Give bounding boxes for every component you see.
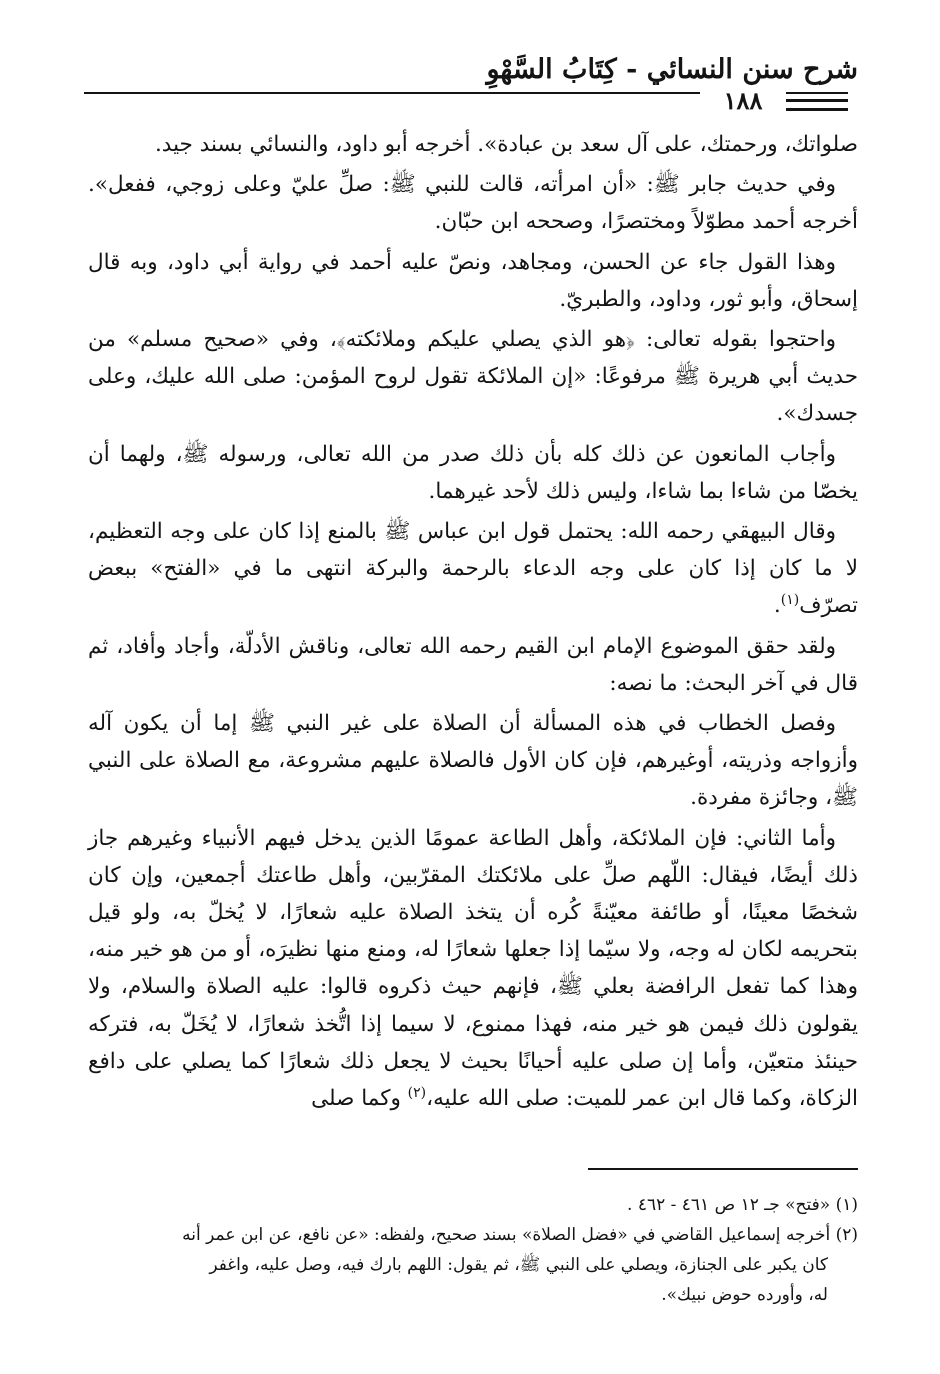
footnote-2-continued: كان يكبر على الجنازة، ويصلي على النبي ﷺ، ثم يقول: اللهم بارك فيه، وصل عليه، واغفر [209,1255,828,1275]
paragraph: صلواتك، ورحمتك، على آل سعد بن عبادة». أخرجه أبو داود، والنسائي بسند جيد. [154,132,858,157]
paragraph: وفصل الخطاب في هذه المسألة أن الصلاة على غير النبي ﷺ إما أن يكون آله وأزواجه وذريته، أوغيرهم، فإن كان الأول فالصلاة عليهم مشروعة، مع الصلاة على النبي ﷺ، وجائزة مفردة. [88,711,858,811]
footnote-2: (٢) أخرجه إسماعيل القاضي في «فضل الصلاة» بسند صحيح، ولفظه: «عن نافع، عن ابن عمر أنه [182,1225,858,1245]
main-text [88,126,858,1120]
header-double-rule [786,99,848,111]
footnote-separator [588,1168,858,1170]
paragraph: وهذا القول جاء عن الحسن، ومجاهد، ونصّ عليه أحمد في رواية أبي داود، وبه قال إسحاق، وأبو ثور، وداود، والطبريّ. [88,249,858,312]
paragraph: وفي حديث جابر ﷺ: «أن امرأته، قالت للنبي ﷺ: صلِّ عليّ وعلى زوجي، ففعل». أخرجه أحمد مطوّلاً ومختصرًا، وصححه ابن حبّان. [88,172,858,235]
footnote-ref[interactable]: (١) [780,592,800,609]
footnote-2-continued: له، وأورده حوض نبيك». [661,1285,828,1305]
paragraph-tail: وكما صلى [311,1086,401,1112]
paragraph: واحتجوا بقوله تعالى: ﴿هو الذي يصلي عليكم وملائكته﴾، وفي «صحيح مسلم» من حديث أبي هريرة ﷺ مرفوعًا: «إن الملائكة تقول لروح المؤمن: صلى الله عليك، وعلى جسدك». [88,327,858,427]
page-number: ١٨٨ [700,86,786,116]
paragraph-with-footnote [88,820,858,1118]
paragraph-text: وقال البيهقي رحمه الله: يحتمل قول ابن عباس ﷺ بالمنع إذا كان على وجه التعظيم، لا ما كان إذا كان على وجه الدعاء بالرحمة والبركة انتهى ما في «الفتح» ببعض تصرّف [88,519,858,619]
paragraph-with-footnote: وقال البيهقي رحمه الله: يحتمل قول ابن عباس ﷺ بالمنع إذا كان على وجه التعظيم، لا ما كان إذا كان على وجه الدعاء بالرحمة والبركة انتهى ما في «الفتح» ببعض تصرّف$^{(١)}$. [88,519,858,619]
running-header-title: شرح سنن النسائي - كِتَابُ السَّهْوِ [486,54,858,85]
paragraph-text: وأما الثاني: فإن الملائكة، وأهل الطاعة عمومًا الذين يدخل فيهم الأنبياء وغيرهم جاز ذلك أيضًا، فيقال: اللّهم صلِّ على ملائكتك المقرّبين، وأهل طاعتك أجمعين، وإن كان شخصًا معينًا، أو طائفة معيّنةً كُره أن يتخذ الصلاة عليه شعارًا، لا يُخلّ به، ولو قيل بتحريمه لكان له وجه، ولا سيّما إذا جعلها شعارًا له، ومنع منها نظيرَه، أو من هو خير منه، وهذا كما تفعل الرافضة بعلي ﷺ، فإنهم حيث ذكروه قالوا: عليه الصلاة والسلام، ولا يقولون ذلك فيمن هو خير منه، فهذا ممنوع، لا سيما إذا اتُّخذ شعارًا، لا يُخَلّ به، فتركه حينئذ متعيّن، وأما إن صلى عليه أحيانًا بحيث لا يجعل ذلك شعارًا كما يصلي على دافع الزكاة، وكما قال ابن عمر للميت: صلى الله عليه، [88,825,858,1112]
footnote-1: (١) «فتح» جـ ١٢ ص ٤٦١ - ٤٦٢ . [627,1195,858,1215]
paragraph: ولقد حقق الموضوع الإمام ابن القيم رحمه الله تعالى، وناقش الأدلّة، وأجاد وأفاد، ثم قال في آخر البحث: ما نصه: [88,633,858,696]
footnote-ref[interactable]: (٢) [407,1084,427,1101]
paragraph: وأجاب المانعون عن ذلك كله بأن ذلك صدر من الله تعالى، ورسوله ﷺ، ولهما أن يخصّا من شاءا بما شاءا، وليس ذلك لأحد غيرهما. [88,441,858,504]
footnotes [88,1190,858,1310]
